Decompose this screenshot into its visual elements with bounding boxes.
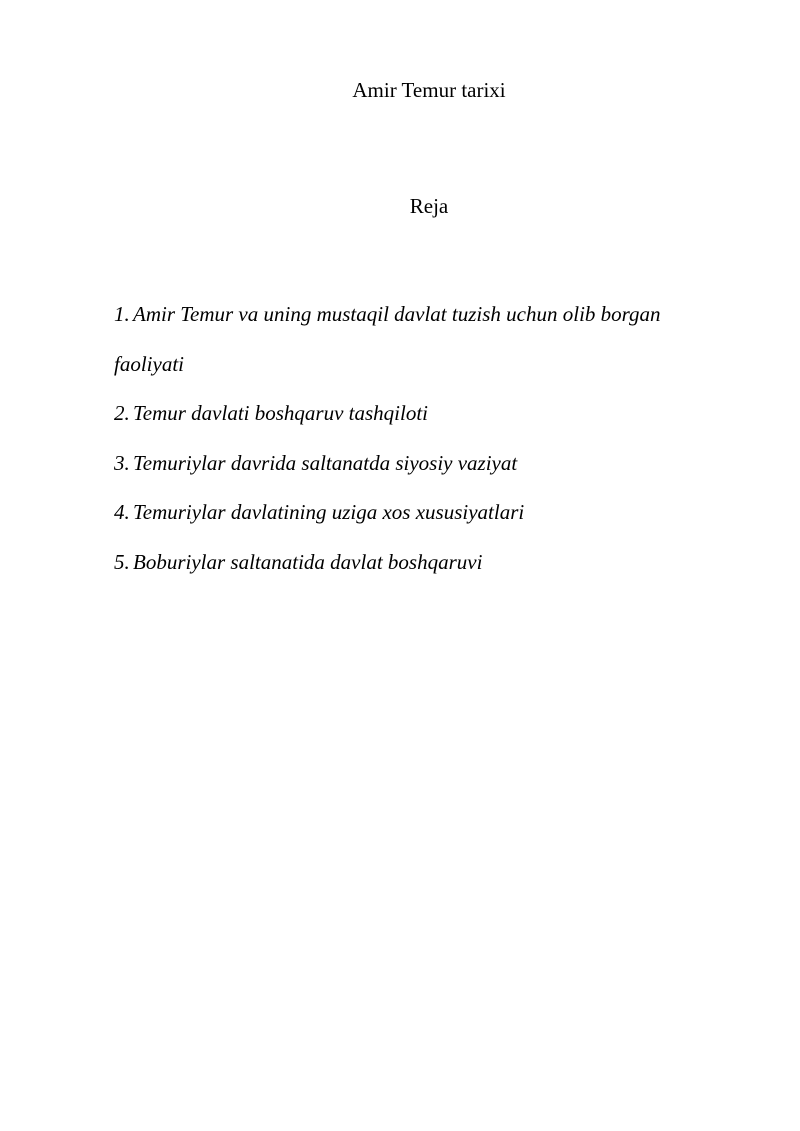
plan-item-number: 4.: [114, 500, 130, 524]
plan-item-2: [114, 389, 694, 439]
plan-item-text: Temur davlati boshqaruv tashqiloti: [133, 401, 428, 425]
plan-item-number: 2.: [114, 401, 130, 425]
plan-item-number: 1.: [114, 302, 130, 326]
plan-item-text: Temuriylar davlatining uziga xos xususiyatlari: [133, 500, 525, 524]
plan-item-text: [133, 290, 694, 340]
plan-item-number: 5.: [114, 549, 130, 574]
document-title: Amir Temur tarixi: [352, 78, 506, 102]
plan-list: [114, 290, 694, 587]
plan-item-3: [114, 439, 694, 489]
plan-item-number: 3.: [114, 450, 130, 475]
plan-item-text: Boburiylar saltanatida davlat boshqaruvi: [133, 549, 483, 574]
plan-item-text-continuation: faoliyati: [114, 351, 184, 376]
plan-item-1-continuation: [114, 340, 694, 390]
plan-item-5: [114, 538, 694, 588]
plan-item-1: [114, 290, 694, 340]
plan-heading: Reja: [409, 194, 449, 218]
plan-item-4: [114, 488, 694, 538]
plan-item-text-line: Amir Temur va uning mustaqil davlat tuzish uchun olib borgan: [133, 302, 661, 326]
plan-item-text: Temuriylar davrida saltanatda siyosiy vaziyat: [133, 450, 518, 475]
